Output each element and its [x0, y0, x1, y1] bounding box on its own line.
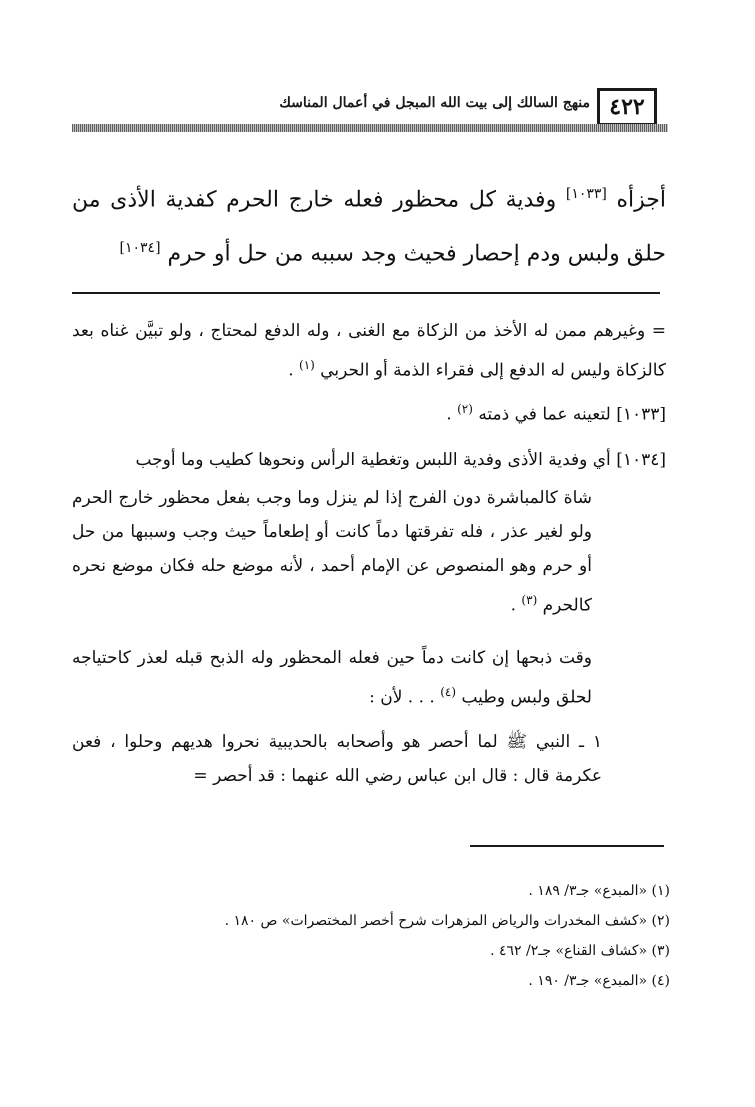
commentary-paragraph: [72, 443, 666, 477]
footnote-item: (٣) «كشاف القناع» جـ٢/ ٤٦٢ .: [490, 943, 670, 959]
commentary-paragraph: [72, 314, 666, 388]
punctuation: .: [446, 404, 452, 425]
commentary-text: شاة كالمباشرة دون الفرج إذا لم ينزل وما وجب بفعل محظور خارج الحرم ولو لغير عذر ، فله تفرقتها دماً كانت أو إطعاماً حيث وجب وسببها من حل أو حرم وهو المنصوص عن الإمام أحمد ، لأنه موضع حله فكان موضع نحره كالحرم: [72, 488, 592, 616]
commentary-paragraph: [72, 641, 592, 715]
footnote-marker: (٣): [521, 593, 538, 607]
commentary-paragraph: [72, 725, 602, 793]
punctuation: . . . لأن :: [369, 687, 435, 708]
footnote-marker: (١): [299, 358, 315, 372]
page-number: ٤٢٢: [597, 88, 657, 126]
commentary-paragraph: [72, 392, 666, 432]
commentary-text: وقت ذبحها إن كانت دماً حين فعله المحظور وله الذبح قبله لعذر كاحتياجه لحلق ولبس وطيب: [72, 648, 592, 708]
commentary-divider: [72, 292, 660, 294]
reference-marker: [١٠٣٣]: [565, 186, 607, 202]
commentary-text: أي وفدية الأذى وفدية اللبس وتغطية الرأس ونحوها كطيب وما أوجب: [135, 450, 611, 470]
footnote-item: (٤) «المبدع» جـ٣/ ١٩٠ .: [528, 973, 670, 989]
reference-marker: [١٠٣٤]: [119, 240, 161, 257]
header-rule: [72, 124, 668, 132]
commentary-continuation: [72, 481, 592, 623]
footnotes: [200, 876, 670, 996]
punctuation: .: [510, 595, 517, 616]
main-text: [72, 170, 666, 279]
commentary-label: [١٠٣٤]: [616, 450, 666, 470]
punctuation: .: [288, 360, 294, 381]
running-header-title: منهج السالك إلى بيت الله المبجل في أعمال المناسك: [279, 95, 590, 111]
footnote-marker: (٤): [440, 685, 457, 699]
commentary-text: لتعينه عما في ذمته: [478, 404, 611, 425]
commentary-text: ١ ـ النبي ﷺ لما أحصر هو وأصحابه بالحديبية نحروا هديهم وحلوا ، فعن عكرمة قال : قال ابن عباس رضي الله عنهما : قد أحصر =: [72, 732, 602, 786]
commentary-label: [١٠٣٣]: [616, 404, 666, 425]
footnote-marker: (٢): [457, 402, 473, 416]
main-text-start: أجزأه: [616, 187, 666, 213]
footnote-item: (١) «المبدع» جـ٣/ ١٨٩ .: [528, 883, 670, 899]
footnote-divider: [470, 845, 664, 847]
main-text-body: وفدية كل محظور فعله خارج الحرم كفدية الأذى من حلق ولبس ودم إحصار فحيث وجد سببه من حل أو حرم: [72, 187, 666, 267]
commentary-text: = وغيرهم ممن له الأخذ من الزكاة مع الغنى ، وله الدفع لمحتاج ، ولو تبيَّن غناه بعد كالزكاة وليس له الدفع إلى فقراء الذمة أو الحربي: [72, 321, 666, 381]
footnote-item: (٢) «كشف المخدرات والرياض المزهرات شرح أخصر المختصرات» ص ١٨٠ .: [224, 913, 670, 929]
